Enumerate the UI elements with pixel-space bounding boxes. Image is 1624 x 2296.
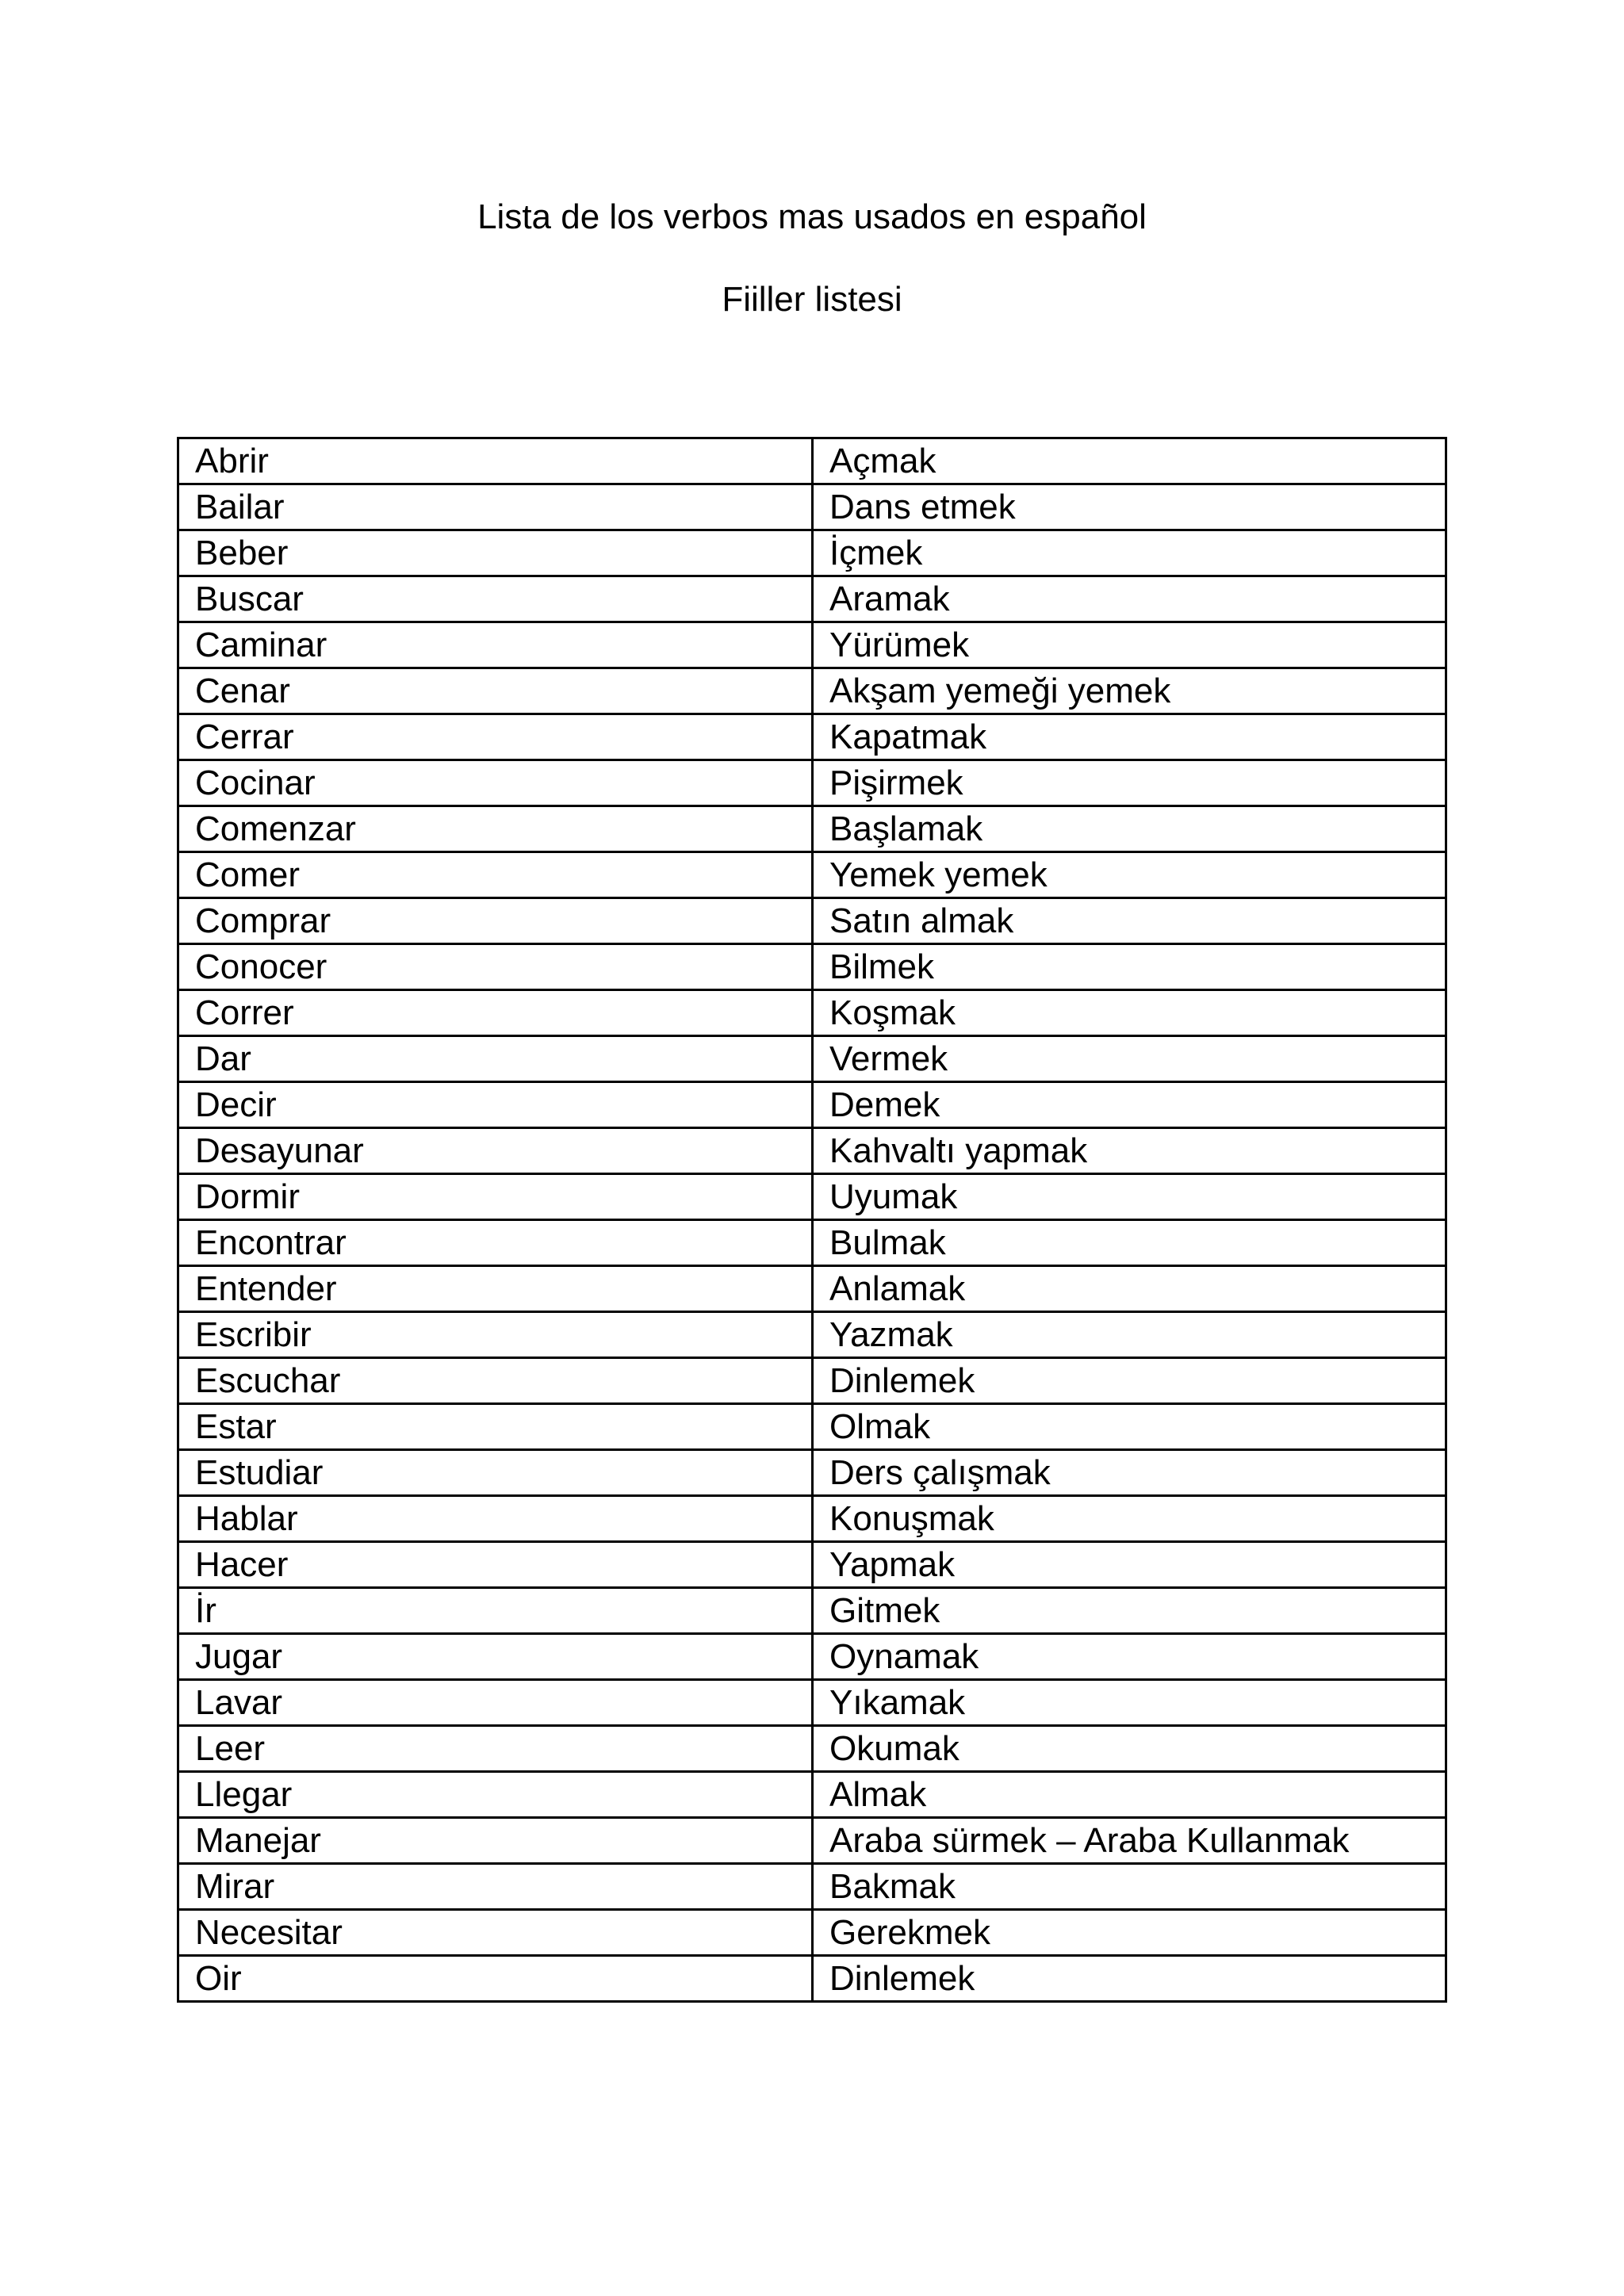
turkish-translation-cell: Anlamak — [813, 1266, 1446, 1312]
spanish-verb-cell: Jugar — [178, 1634, 813, 1680]
turkish-translation-cell: Uyumak — [813, 1174, 1446, 1220]
spanish-verb-cell: Leer — [178, 1726, 813, 1772]
table-row — [178, 1680, 1446, 1726]
table-row — [178, 1174, 1446, 1220]
turkish-translation-cell: Satın almak — [813, 898, 1446, 944]
turkish-translation-cell: Vermek — [813, 1036, 1446, 1082]
spanish-verb-cell: Cenar — [178, 668, 813, 714]
spanish-verb-cell: Bailar — [178, 484, 813, 530]
table-row — [178, 1634, 1446, 1680]
turkish-translation-cell: Bilmek — [813, 944, 1446, 990]
table-row — [178, 1220, 1446, 1266]
table-row — [178, 1128, 1446, 1174]
spanish-verb-cell: Llegar — [178, 1772, 813, 1818]
table-row — [178, 1312, 1446, 1358]
table-row — [178, 1588, 1446, 1634]
spanish-verb-cell: Escuchar — [178, 1358, 813, 1404]
table-row — [178, 1266, 1446, 1312]
table-row — [178, 576, 1446, 622]
turkish-translation-cell: Aramak — [813, 576, 1446, 622]
turkish-translation-cell: Yıkamak — [813, 1680, 1446, 1726]
table-row — [178, 714, 1446, 760]
table-row — [178, 898, 1446, 944]
table-row — [178, 1726, 1446, 1772]
turkish-translation-cell: Okumak — [813, 1726, 1446, 1772]
spanish-verb-cell: Oir — [178, 1956, 813, 2002]
spanish-verb-cell: Necesitar — [178, 1910, 813, 1956]
spanish-verb-cell: Abrir — [178, 438, 813, 484]
table-row — [178, 1818, 1446, 1864]
table-row — [178, 668, 1446, 714]
spanish-verb-cell: Lavar — [178, 1680, 813, 1726]
table-row — [178, 1082, 1446, 1128]
table-row — [178, 1910, 1446, 1956]
turkish-translation-cell: Araba sürmek – Araba Kullanmak — [813, 1818, 1446, 1864]
turkish-translation-cell: Açmak — [813, 438, 1446, 484]
page-title: Lista de los verbos mas usados en español — [477, 197, 1147, 236]
verb-table-body — [178, 438, 1446, 2002]
table-row — [178, 1956, 1446, 2002]
spanish-verb-cell: Dar — [178, 1036, 813, 1082]
turkish-translation-cell: Ders çalışmak — [813, 1450, 1446, 1496]
spanish-verb-cell: Hacer — [178, 1542, 813, 1588]
table-row — [178, 1542, 1446, 1588]
spanish-verb-cell: Entender — [178, 1266, 813, 1312]
table-row — [178, 1772, 1446, 1818]
spanish-verb-cell: Comer — [178, 852, 813, 898]
table-row — [178, 1404, 1446, 1450]
turkish-translation-cell: Dinlemek — [813, 1956, 1446, 2002]
spanish-verb-cell: Comenzar — [178, 806, 813, 852]
turkish-translation-cell: Dinlemek — [813, 1358, 1446, 1404]
turkish-translation-cell: Kahvaltı yapmak — [813, 1128, 1446, 1174]
page-subtitle: Fiiller listesi — [722, 280, 902, 319]
spanish-verb-cell: Correr — [178, 990, 813, 1036]
spanish-verb-cell: Estar — [178, 1404, 813, 1450]
spanish-verb-cell: Decir — [178, 1082, 813, 1128]
table-row — [178, 1036, 1446, 1082]
table-row — [178, 1496, 1446, 1542]
table-row — [178, 760, 1446, 806]
turkish-translation-cell: Akşam yemeği yemek — [813, 668, 1446, 714]
spanish-verb-cell: Escribir — [178, 1312, 813, 1358]
turkish-translation-cell: Konuşmak — [813, 1496, 1446, 1542]
verb-table — [177, 437, 1447, 2003]
spanish-verb-cell: Cerrar — [178, 714, 813, 760]
table-row — [178, 852, 1446, 898]
table-row — [178, 484, 1446, 530]
table-row — [178, 1358, 1446, 1404]
table-row — [178, 944, 1446, 990]
turkish-translation-cell: Dans etmek — [813, 484, 1446, 530]
spanish-verb-cell: Estudiar — [178, 1450, 813, 1496]
table-row — [178, 990, 1446, 1036]
turkish-translation-cell: Oynamak — [813, 1634, 1446, 1680]
table-row — [178, 1864, 1446, 1910]
turkish-translation-cell: Koşmak — [813, 990, 1446, 1036]
turkish-translation-cell: Yemek yemek — [813, 852, 1446, 898]
spanish-verb-cell: Cocinar — [178, 760, 813, 806]
spanish-verb-cell: Mirar — [178, 1864, 813, 1910]
table-row — [178, 806, 1446, 852]
table-row — [178, 438, 1446, 484]
spanish-verb-cell: Caminar — [178, 622, 813, 668]
turkish-translation-cell: Almak — [813, 1772, 1446, 1818]
turkish-translation-cell: Gerekmek — [813, 1910, 1446, 1956]
table-row — [178, 530, 1446, 576]
turkish-translation-cell: Yazmak — [813, 1312, 1446, 1358]
spanish-verb-cell: Beber — [178, 530, 813, 576]
spanish-verb-cell: Desayunar — [178, 1128, 813, 1174]
spanish-verb-cell: Buscar — [178, 576, 813, 622]
spanish-verb-cell: İr — [178, 1588, 813, 1634]
turkish-translation-cell: Kapatmak — [813, 714, 1446, 760]
turkish-translation-cell: Demek — [813, 1082, 1446, 1128]
spanish-verb-cell: Dormir — [178, 1174, 813, 1220]
turkish-translation-cell: Yürümek — [813, 622, 1446, 668]
table-row — [178, 1450, 1446, 1496]
turkish-translation-cell: Bulmak — [813, 1220, 1446, 1266]
spanish-verb-cell: Hablar — [178, 1496, 813, 1542]
turkish-translation-cell: Başlamak — [813, 806, 1446, 852]
turkish-translation-cell: Yapmak — [813, 1542, 1446, 1588]
table-row — [178, 622, 1446, 668]
turkish-translation-cell: İçmek — [813, 530, 1446, 576]
spanish-verb-cell: Encontrar — [178, 1220, 813, 1266]
turkish-translation-cell: Pişirmek — [813, 760, 1446, 806]
turkish-translation-cell: Gitmek — [813, 1588, 1446, 1634]
spanish-verb-cell: Conocer — [178, 944, 813, 990]
turkish-translation-cell: Olmak — [813, 1404, 1446, 1450]
turkish-translation-cell: Bakmak — [813, 1864, 1446, 1910]
spanish-verb-cell: Comprar — [178, 898, 813, 944]
spanish-verb-cell: Manejar — [178, 1818, 813, 1864]
